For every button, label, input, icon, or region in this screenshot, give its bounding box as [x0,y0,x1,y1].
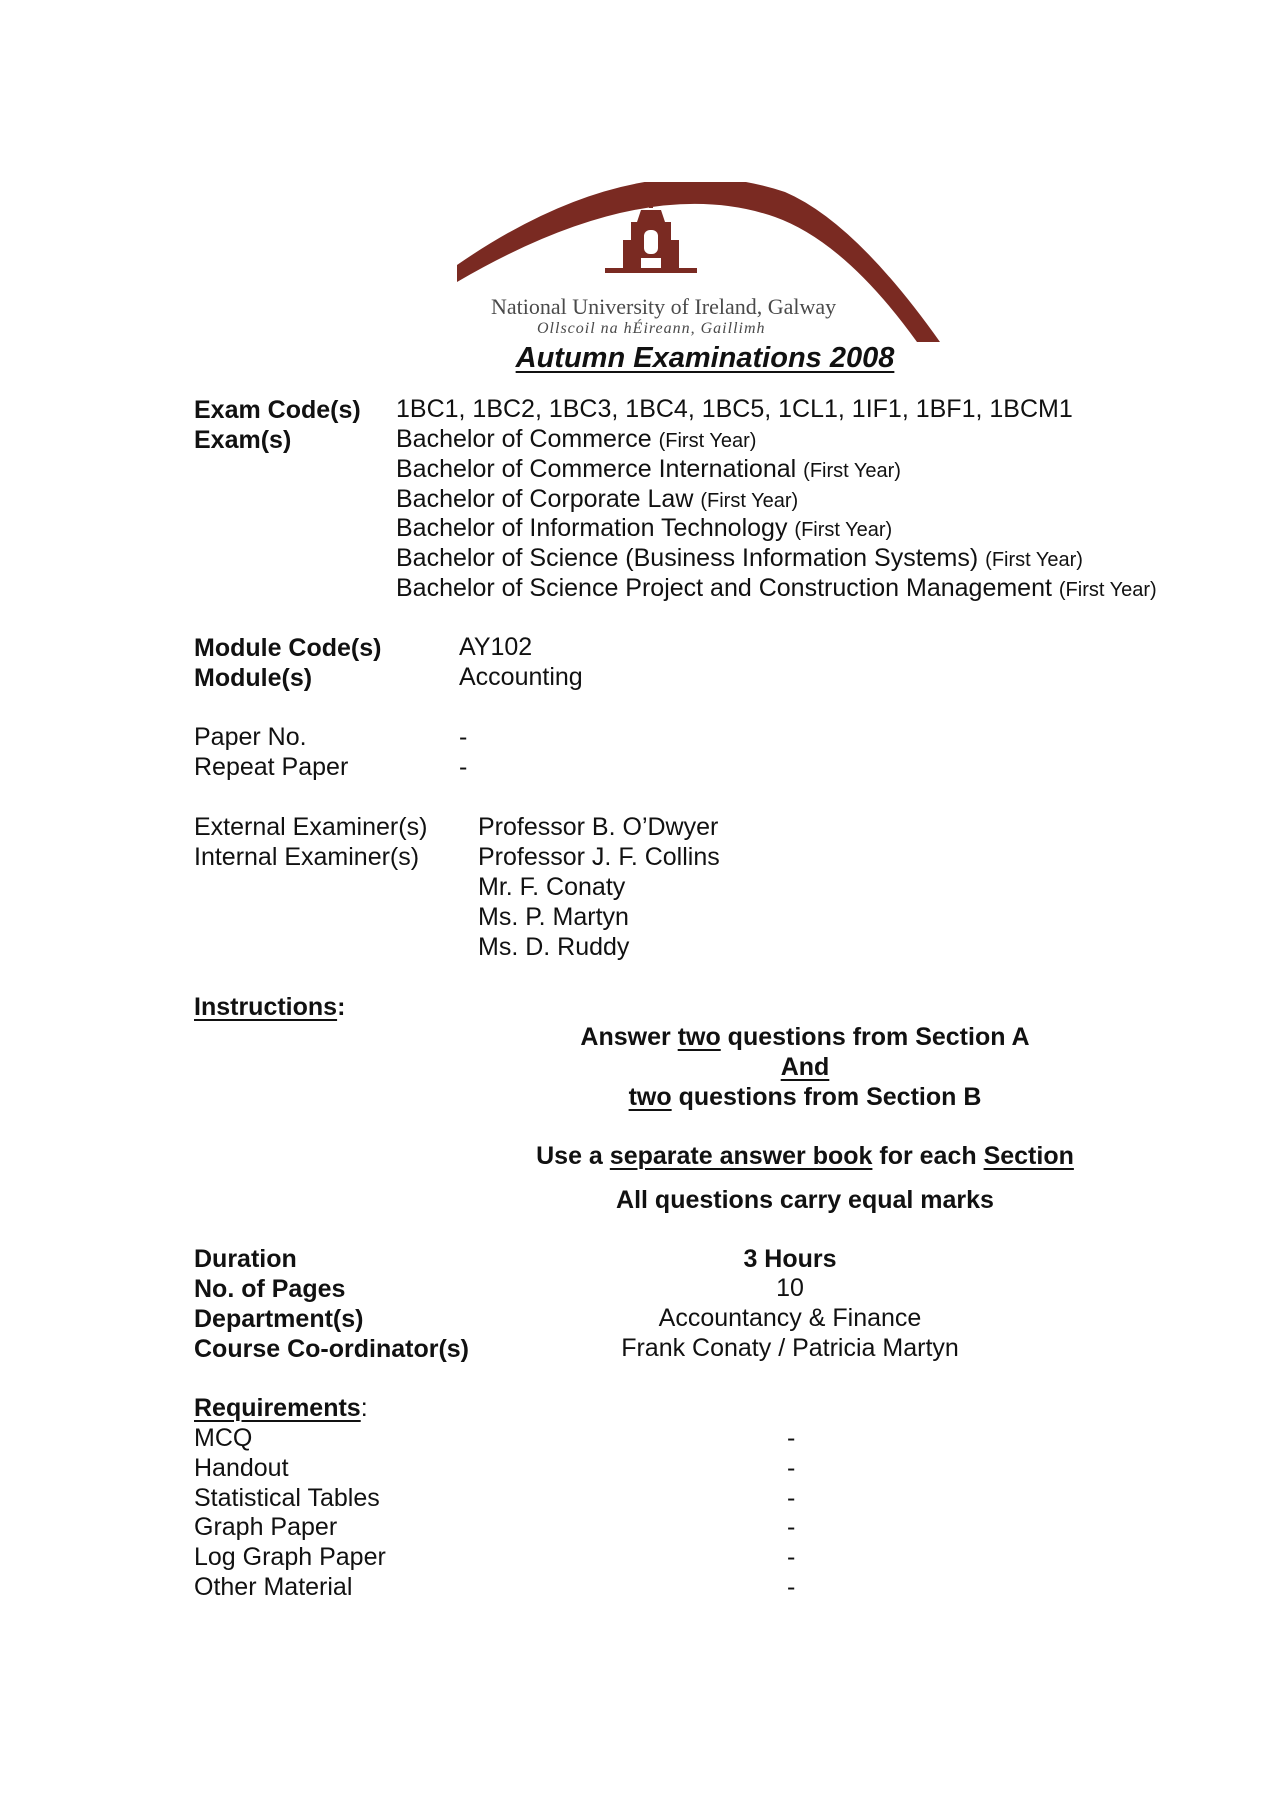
programme-line [396,424,756,456]
requirement-value: - [787,1484,796,1512]
requirement-value: - [787,1424,796,1452]
programme-year: (First Year) [658,430,757,452]
internal-examiner-label: Internal Examiner(s) [194,843,420,871]
requirements-label: Requirements [194,1394,361,1422]
module-code-label: Module Code(s) [194,634,382,662]
programme-name: Bachelor of Corporate Law [396,485,694,513]
instruction-text: Use a [536,1142,610,1170]
exam-codes: 1BC1, 1BC2, 1BC3, 1BC4, 1BC5, 1CL1, 1IF1, 1BF1, 1BCM1 [396,395,1073,423]
requirement-label: Log Graph Paper [194,1543,386,1571]
instruction-text: Answer [580,1023,678,1051]
programme-year: (First Year) [803,460,901,482]
programme-line [396,573,1157,605]
requirement-value: - [787,1513,796,1541]
requirement-value: - [787,1573,796,1601]
instruction-answer-book [510,1141,1100,1171]
instruction-and [510,1052,1100,1082]
programme-name: Bachelor of Information Technology [396,514,788,542]
internal-examiner: Ms. D. Ruddy [478,933,630,961]
department-label: Department(s) [194,1305,364,1333]
instruction-text: questions from Section A [720,1023,1030,1051]
programme-name: Bachelor of Commerce International [396,455,797,483]
requirement-value: - [787,1543,796,1571]
instruction-section-a [510,1022,1100,1052]
module-name: Accounting [459,663,583,691]
instructions-heading [194,992,345,1022]
programme-name: Bachelor of Science (Business Information Systems) [396,544,979,572]
programme-year: (First Year) [1058,579,1157,601]
instruction-emphasis: separate answer book [609,1142,873,1170]
programme-year: (First Year) [985,549,1083,571]
programme-line [396,513,892,545]
requirement-label: Other Material [194,1573,353,1601]
internal-examiner: Professor J. F. Collins [478,843,720,871]
requirements-colon: : [360,1394,368,1422]
duration-value: 3 Hours [743,1245,837,1273]
exam-code-label: Exam Code(s) [194,396,361,424]
exams-label: Exam(s) [194,426,292,454]
instruction-emphasis: Section [983,1142,1074,1170]
module-code: AY102 [459,633,533,661]
programme-line [396,454,901,486]
module-name-label: Module(s) [194,664,313,692]
repeat-paper-value: - [459,753,468,781]
internal-examiner: Ms. P. Martyn [478,903,629,931]
paper-no-value: - [459,723,468,751]
programme-name: Bachelor of Commerce [396,425,652,453]
logo-name-irish: Ollscoil na hÉireann, Gaillimh [537,320,766,337]
internal-examiner: Mr. F. Conaty [478,873,626,901]
paper-no-label: Paper No. [194,723,307,751]
external-examiner-label: External Examiner(s) [194,813,428,841]
requirement-label: MCQ [194,1424,253,1452]
logo-name-english: National University of Ireland, Galway [491,294,837,319]
requirement-label: Graph Paper [194,1513,338,1541]
instruction-text: questions from Section B [671,1083,982,1111]
programme-year: (First Year) [700,490,799,512]
instruction-emphasis: two [628,1083,672,1111]
duration-label: Duration [194,1245,297,1273]
instructions-label: Instructions [194,993,338,1021]
requirement-label: Statistical Tables [194,1484,380,1512]
department-value: Accountancy & Finance [658,1304,922,1332]
coordinator-label: Course Co-ordinator(s) [194,1335,469,1363]
instruction-emphasis: two [677,1023,721,1051]
exam-title: Autumn Examinations 2008 [515,342,895,374]
programme-year: (First Year) [794,519,893,541]
programme-line [396,484,798,516]
programme-line [396,543,1083,575]
requirement-value: - [787,1454,796,1482]
instruction-section-b [510,1082,1100,1112]
repeat-paper-label: Repeat Paper [194,753,349,781]
university-logo [455,182,945,342]
instructions-colon: : [337,993,346,1021]
instruction-text: for each [872,1142,984,1170]
pages-label: No. of Pages [194,1275,346,1303]
requirements-heading [194,1393,368,1423]
coordinator-value: Frank Conaty / Patricia Martyn [621,1334,959,1362]
requirement-label: Handout [194,1454,289,1482]
pages-value: 10 [776,1274,804,1302]
external-examiner: Professor B. O’Dwyer [478,813,719,841]
instruction-equal-marks: All questions carry equal marks [616,1186,994,1214]
programme-name: Bachelor of Science Project and Construction Management [396,574,1052,602]
instruction-emphasis: And [780,1053,830,1081]
